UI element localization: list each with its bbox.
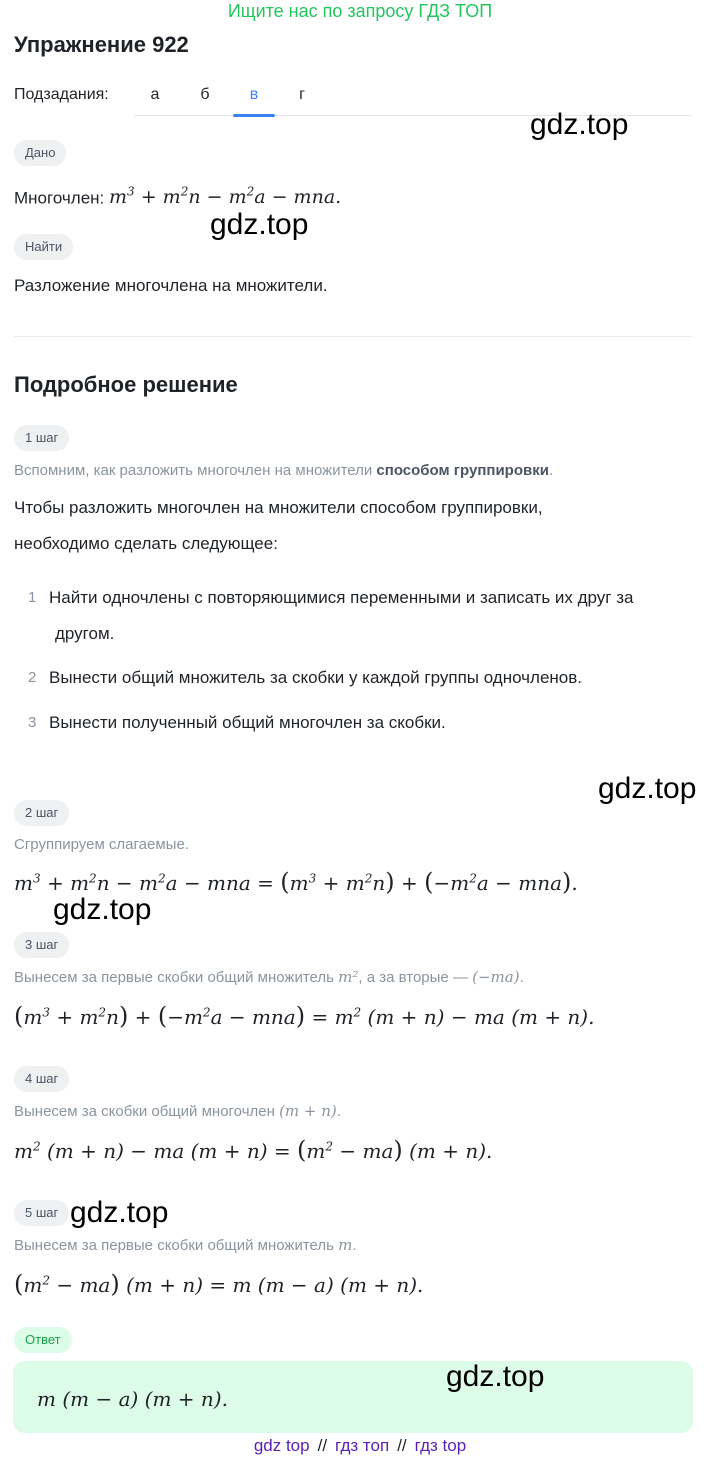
step-5-badge: 5 шаг <box>14 1200 69 1226</box>
divider <box>14 336 692 337</box>
solution-title: Подробное решение <box>14 372 238 397</box>
watermark: gdz.top <box>530 108 629 141</box>
footer-sep: // <box>317 1436 328 1455</box>
step-3-equation: $(m^3 + m^2n) + (-m^2a - mna) = m^2$ (m + n) − ma (m + n). <box>14 1002 595 1030</box>
step-5-equation: $(m^2 - ma) (m + n) = m$ (m − a) (m + n). <box>14 1270 424 1298</box>
step-5-hint <box>14 1236 357 1254</box>
given-label: Многочлен: <box>14 188 105 208</box>
list-num-2: 2 <box>28 669 37 686</box>
step-2-hint: Сгруппируем слагаемые. <box>14 836 189 853</box>
step-3-hint <box>14 968 524 986</box>
page-title: Упражнение 922 <box>14 32 189 57</box>
given-text <box>14 180 341 210</box>
step-1-hint-text: Вспомним, как разложить многочлен на множители <box>14 462 373 479</box>
step-4-badge: 4 шаг <box>14 1066 69 1092</box>
answer-badge: Ответ <box>14 1327 72 1353</box>
active-tab-indicator <box>233 114 275 117</box>
list-num-3: 3 <box>28 714 37 731</box>
subtasks-label: Подзадания: <box>14 86 109 103</box>
list-item-1 <box>49 580 699 652</box>
watermark: gdz.top <box>70 1196 169 1229</box>
step-4-equation: $m^2$ (m + n) − ma $(m + n) = (m^2 - ma) (m + n)$. <box>14 1136 493 1164</box>
watermark: gdz.top <box>446 1360 545 1393</box>
find-text: Разложение многочлена на множители. <box>14 276 328 295</box>
footer-link-2[interactable]: гдз топ <box>335 1436 390 1455</box>
step-2-badge: 2 шаг <box>14 800 69 826</box>
step-1-text-2: необходимо сделать следующее: <box>14 534 278 553</box>
step-5-hint-end: . <box>352 1237 357 1254</box>
given-badge: Дано <box>14 140 66 166</box>
step-3-hint-text: Вынесем за первые скобки общий множитель <box>14 969 334 986</box>
step-1-hint <box>14 462 553 479</box>
step-3-hint-m2: m² <box>338 968 359 986</box>
list-num-1: 1 <box>28 589 37 606</box>
list-item-2: Вынести общий множитель за скобки у каждой группы одночленов. <box>49 668 583 687</box>
tab-b[interactable]: б <box>200 86 210 103</box>
footer-link-1[interactable]: gdz top <box>253 1436 310 1455</box>
list-item-3: Вынести полученный общий многочлен за скобки. <box>49 713 446 732</box>
watermark: gdz.top <box>210 208 309 241</box>
step-3-badge: 3 шаг <box>14 932 69 958</box>
step-5-hint-math: m <box>338 1236 353 1254</box>
step-5-hint-text: Вынесем за первые скобки общий множитель <box>14 1237 334 1254</box>
step-3-hint-mid: , а за вторые — <box>358 969 468 986</box>
footer <box>0 1436 720 1456</box>
step-4-hint <box>14 1102 341 1120</box>
promo-banner[interactable]: Ищите нас по запросу ГДЗ ТОП <box>227 1 493 21</box>
step-1-text-1: Чтобы разложить многочлен на множители способом группировки, <box>14 498 543 517</box>
answer-math: m (m − a) (m + n). <box>37 1387 228 1411</box>
step-1-badge: 1 шаг <box>14 425 69 451</box>
step-4-hint-text: Вынесем за скобки общий многочлен <box>14 1103 275 1120</box>
tab-v[interactable]: в <box>249 86 259 103</box>
step-4-hint-math: (m + n) <box>279 1102 337 1120</box>
step-1-hint-end: . <box>548 462 554 479</box>
tab-g[interactable]: г <box>299 86 305 103</box>
footer-link-3[interactable]: гдз top <box>414 1436 467 1455</box>
step-1-hint-bold: способом группировки <box>376 462 549 479</box>
given-math: $m^3 + m^2n - m^2a$ − mna. <box>109 185 342 209</box>
answer-box <box>13 1361 693 1433</box>
find-badge: Найти <box>14 234 73 260</box>
list-item-1-line-2: другом. <box>55 624 115 643</box>
step-2-equation: $m^3 + m^2n - m^2a$ − mna = $(m^3 + m^2n) + (-m^2a - mna)$. <box>14 868 578 896</box>
footer-sep: // <box>397 1436 407 1455</box>
step-3-hint-ma: (−ma) <box>472 968 520 986</box>
watermark: gdz.top <box>598 772 697 805</box>
list-item-1-line-1: Найти одночлены с повторяющимися переменными и записать их друг за <box>49 588 634 607</box>
tab-a[interactable]: а <box>150 86 160 103</box>
step-3-hint-end: . <box>519 969 524 986</box>
step-4-hint-end: . <box>336 1103 341 1120</box>
watermark: gdz.top <box>53 893 152 926</box>
